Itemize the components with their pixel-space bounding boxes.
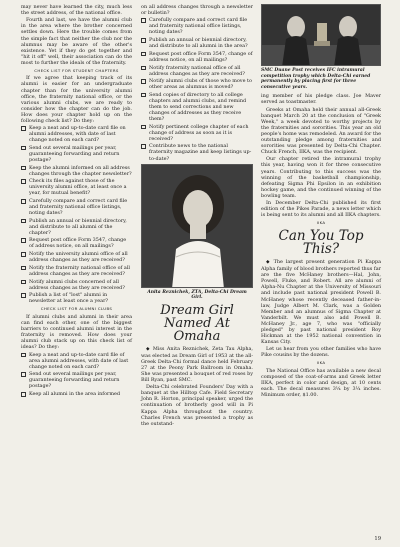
checkbox-icon[interactable] [21, 353, 26, 358]
checkbox-icon[interactable] [141, 38, 146, 43]
paragraph: If we agree that keeping track of its alumni is easier for an undergraduate chapter than for the university alumni office, the fraternity national office, or the various alumni clubs, we are ready to consider how the chapter can do the job. How does your chapter hold up on the following check list? Do they: [21, 75, 132, 124]
checkbox-icon[interactable] [21, 179, 26, 184]
checklist-item: Keep a neat and up-to-date card file of area alumni addresses, with date of last change noted on each card? [21, 352, 132, 370]
checkbox-icon[interactable] [21, 252, 26, 257]
paragraph: may never have learned the city, much less the street address, of the national office. [21, 4, 132, 17]
checkbox-icon[interactable] [21, 266, 26, 271]
column-right [261, 4, 381, 399]
checkbox-icon[interactable] [141, 144, 146, 149]
checklist-item: Request post office Form 3547, change of address notice, on all mailings? [141, 51, 253, 63]
photo-caption: SMC Duane Post receives IFC intramural competition trophy which Delta-Chi earned permanently by placing first for three consecutive years. [261, 68, 371, 90]
checklist-item: Notify pertinent college chapter of each change of address as soon as it is received? [141, 124, 253, 142]
checkbox-icon[interactable] [21, 199, 26, 204]
trophy-photo [261, 4, 381, 66]
checkbox-icon[interactable] [141, 66, 146, 71]
paragraph: on all address changes through a newsletter or bulletin? [141, 4, 253, 17]
checkbox-icon[interactable] [21, 280, 26, 285]
checkbox-icon[interactable] [141, 93, 146, 98]
checklist-item: Notify the university alumni office of all address changes as they are received? [21, 251, 132, 263]
paragraph: Delta-Chi celebrated Founders' Day with a banquet at the Hilltop Cafe. Field Secretary John R. Horton, principal speaker, urged the continuation of brotherly good will in Pi Kappa Alpha throughout the country. Charles French was presented a trophy as the outstand- [141, 384, 253, 427]
article-headline: Dream Girl Named At Omaha [160, 302, 234, 344]
checkbox-icon[interactable] [141, 79, 146, 84]
checklist-item: Notify alumni clubs of those who move to other areas as alumnus is moved? [141, 78, 253, 90]
checklist-item: Send out several mailings per year, guaranteeing forwarding and return postage? [21, 145, 132, 163]
checklist-alumni-clubs [21, 352, 132, 398]
checklist-item: Check its files against those of the university alumni office, at least once a year, for mutual benefit? [21, 178, 132, 196]
dream-girl-photo [141, 164, 253, 288]
checklist-item: Keep all alumni in the area informed [21, 391, 132, 397]
trophy-illustration [262, 5, 381, 66]
paragraph: Our chapter retired the intramural trophy this year, having won it for three consecutive years. Contributing to this success was the winning of the basketball championship, defeating Sigma Phi Epsilon in an exhibition hockey game, and the continued winning of the bowling team. [261, 156, 381, 199]
checklist-item: Notify fraternity national office of all address changes as they are received? [141, 65, 253, 77]
checkbox-icon[interactable] [21, 392, 26, 397]
checklist-item: Publish an annual or biennial directory, and distribute to all alumni in the area? [141, 37, 253, 49]
checkbox-icon[interactable] [21, 238, 26, 243]
paragraph: Greeks at Omaha held their annual all-Greek banquet March 20 at the conclusion of "Greek Week," a week devoted to worthy projects by the fraternities and sororities. This year an old people's home was remodeled. An award for the outstanding pledge among fraternities and sororities was presented by Delta-Chi Chapter. Chuck French, IIKA, was the recipient. [261, 106, 381, 156]
diamond-icon: ◆ [146, 346, 153, 352]
column-left [21, 4, 132, 399]
checkbox-icon[interactable] [21, 146, 26, 151]
checklist-chapters [21, 125, 132, 304]
checklist-item: Send copies of directory to all college chapters and alumni clubs, and remind them to send corrections and new changes of addresses as they receive them? [141, 92, 253, 122]
checklist-item: Keep the alumni informed on all address changes through the chapter newsletter? [21, 165, 132, 177]
checklist-item: Notify alumni clubs concerned of all address changes as they are received? [21, 279, 132, 291]
paragraph: ◆ The largest present generation Pi Kappa Alpha family of blood brothers reported thus far are the five McHaney brothers—Hal, John, Powell, Fluke, and Robert. All are alumni of Alpha-Nu Chapter at the University of Missouri and include past national president Powell B. McHaney whose recently deceased father-in-law, Judge Albert M. Clark, was a Golden Member and an alumnus of Sigma Chapter at Vanderbilt. We must also add Powell B. McHaney Jr., age 7, who was "officially pledged" by past national president Roy Hickman at the 1952 national convention in Kansas City. [261, 259, 382, 345]
section-divider: IIKA [316, 360, 326, 366]
checklist-item: Carefully compare and correct card file and fraternity national office listings, noting dates? [21, 198, 132, 216]
page-number: 19 [374, 536, 381, 542]
checkbox-icon[interactable] [141, 125, 146, 130]
checklist-alumni-clubs-cont [141, 17, 253, 161]
checklist-item: Notify the fraternity national office of all address changes as they are received? [21, 265, 132, 277]
article-headline: Can You Top This? [278, 228, 364, 258]
checklist-item: Publish an annual or biennial directory, and distribute to all alumni of the chapter? [21, 218, 132, 236]
paragraph: ◆ Miss Anita Reznichek, Zeta Tau Alpha, was elected as Dream Girl of 1953 at the all-Greek Delta-Chi formal dance held February 27 at the Peony Park Ballroom in Omaha. She was presented a bouquet of red roses by Bill Ryan, past SMC. [141, 345, 253, 383]
checkbox-icon[interactable] [21, 293, 26, 298]
section-heading: CHECK LIST FOR ALUMNI CLUBS [40, 306, 113, 312]
checklist-item: Send out several mailings per year, guaranteeing forwarding and return postage? [21, 371, 132, 389]
checkbox-icon[interactable] [21, 372, 26, 377]
paragraph: The National Office has available a new decal composed of the coat-of-arms and Greek letter IIKA, perfect in color and design, at 10 cents each. The decal measures 3¼ by 3¼ inches. Minimum order, $1.00. [261, 367, 381, 399]
checkbox-icon[interactable] [21, 126, 26, 131]
checkbox-icon[interactable] [21, 219, 26, 224]
checklist-item: Request post office Form 3547, change of address notice, on all mailings? [21, 237, 132, 249]
portrait-illustration [142, 165, 253, 288]
checklist-item: Keep a neat and up-to-date card file on alumni addresses, with date of last change noted on each card? [21, 125, 132, 143]
checkbox-icon[interactable] [141, 52, 146, 57]
section-heading: CHECK LIST FOR STUDENT CHAPTERS [34, 67, 119, 73]
photo-caption: Anita Reznichek, ZTA, Delta-Chi Dream Girl. [147, 289, 247, 301]
column-middle [141, 4, 253, 428]
paragraph: ing member of his pledge class. Joe Maver served as toastmaster. [261, 93, 381, 106]
checkbox-icon[interactable] [141, 18, 146, 23]
checklist-item: Carefully compare and correct card file and fraternity national office listings, noting dates? [141, 17, 253, 35]
paragraph: Let us hear from you other families who have Pike cousins by the dozens. [261, 346, 381, 359]
checklist-item: Contribute news to the national fraternity magazine and keep listings up-to-date? [141, 143, 253, 161]
paragraph: In December Delta-Chi published its first edition of the Pikes Parade, a news letter which is being sent to its alumni and all IIKA chapters. [261, 200, 381, 219]
paragraph: If alumni clubs and alumni in their area can find each other, one of the biggest barriers to continued alumni interest in the fraternity is removed. How does your alumni club stack up on this check list of ideas? Do they: [21, 313, 132, 351]
checkbox-icon[interactable] [21, 166, 26, 171]
paragraph: Fourth and last, we have the alumni club in the area where the brother concerned settles down. Here the trouble comes from the simple fact that neither the club nor the alumnus may be aware of the other's existence. Yet if they do get together and "hit it off" well, their association can do the most to further the ideals of the fraternity. [21, 17, 132, 66]
checklist-item: Publish a list of "lost" alumni in newsletter at least once a year? [21, 292, 132, 304]
section-divider: IIKA [316, 220, 326, 226]
diamond-icon: ◆ [266, 260, 274, 266]
